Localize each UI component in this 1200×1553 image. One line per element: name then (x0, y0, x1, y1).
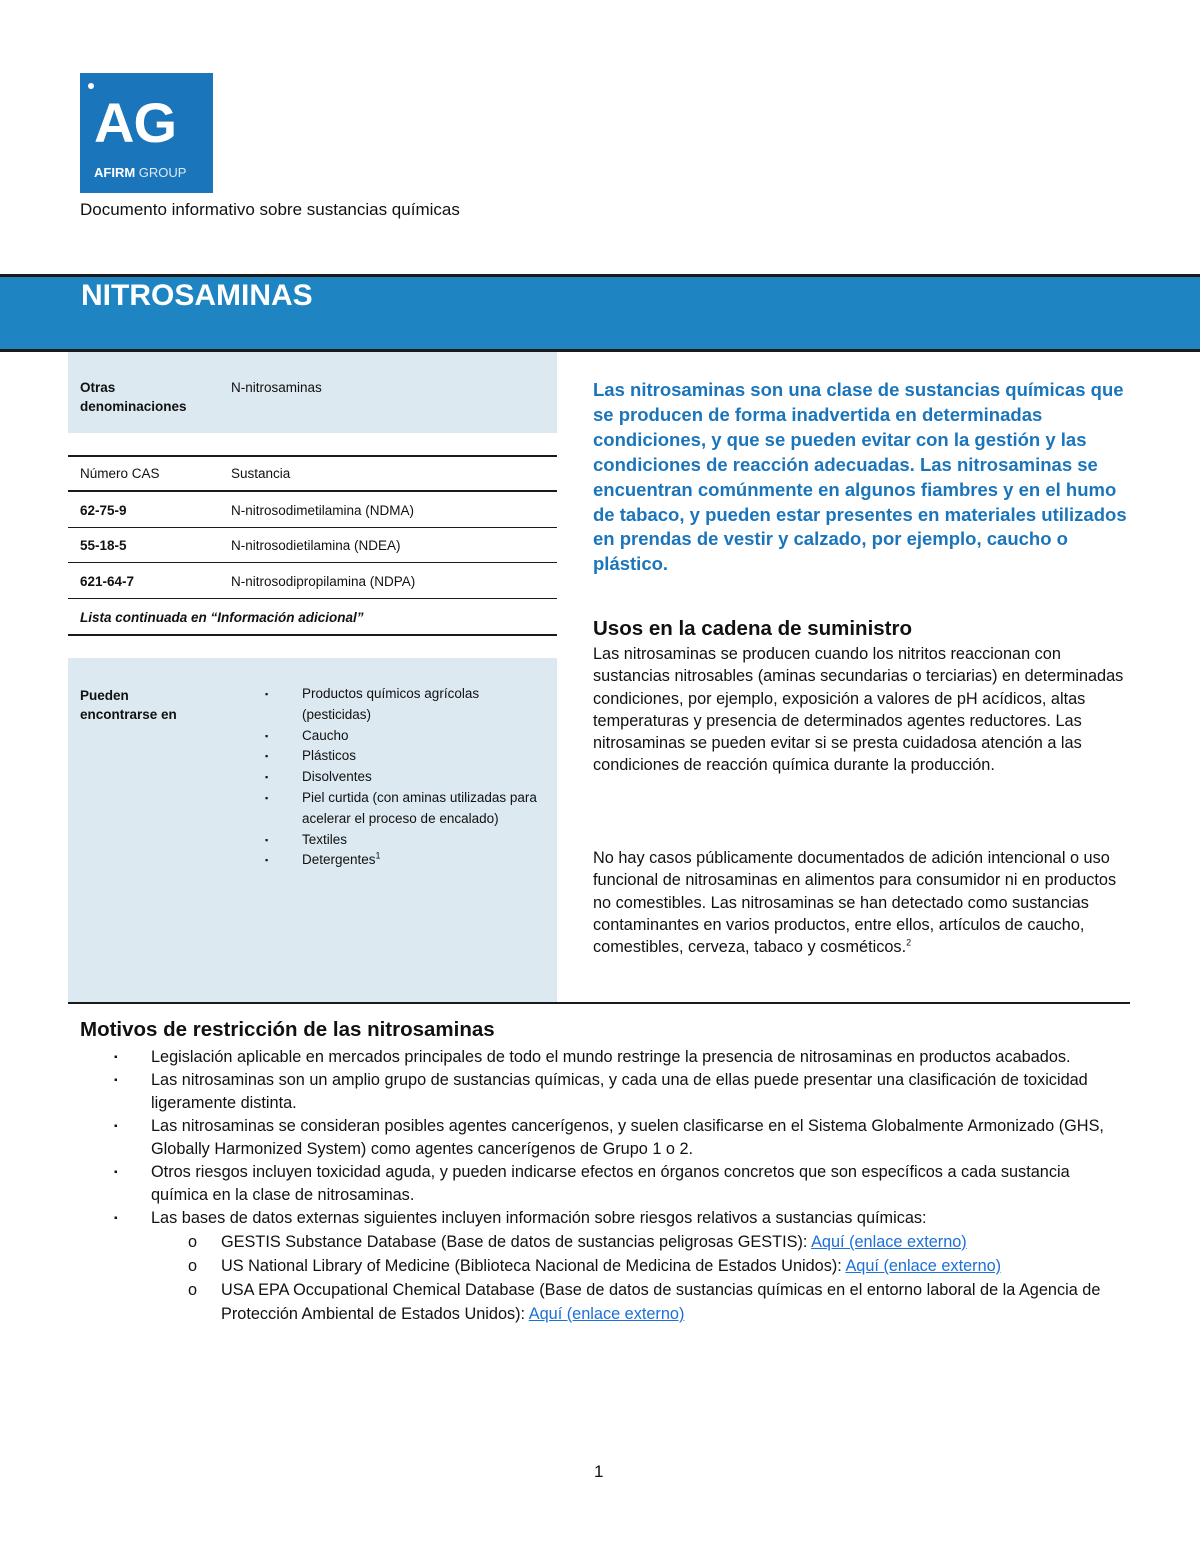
footnote-mark: 1 (375, 850, 381, 861)
supply-chain-paragraph-2 (593, 847, 1133, 958)
other-names-label-line1: Otras (80, 380, 116, 395)
list-item-text: Detergentes (302, 852, 376, 868)
list-item: ▪ Otros riesgos incluyen toxicidad aguda, y pueden indicarse efectos en órganos concretos que son específicos a cada sustancia química en la clase de nitrosaminas. (114, 1161, 1124, 1207)
found-in-label (80, 686, 177, 724)
list-item: ▪ Plásticos (265, 746, 550, 767)
sub-bullet-marker: o (188, 1281, 198, 1299)
list-item: ▪ Textiles (265, 830, 550, 851)
list-item: ▪ Disolventes (265, 767, 550, 788)
database-item (151, 1278, 1124, 1326)
table-row-cas: 55-18-5 (80, 538, 127, 553)
database-item (151, 1254, 1124, 1278)
table-row-rule (68, 562, 557, 563)
logo-brand-light: GROUP (138, 165, 187, 180)
list-item: ▪ Legislación aplicable en mercados principales de todo el mundo restringe la presencia de nitrosaminas en productos acabados. (114, 1046, 1124, 1069)
restriction-list (114, 1046, 1124, 1326)
database-text: USA EPA Occupational Chemical Database (Base de datos de sustancias químicas en el entorno laboral de la Agencia de Protección Ambiental de Estados Unidos): (221, 1281, 1101, 1323)
found-in-list (265, 684, 550, 871)
list-item (114, 1207, 1124, 1326)
database-list (151, 1230, 1124, 1326)
restriction-heading: Motivos de restricción de las nitrosaminas (80, 1018, 495, 1041)
table-header-cas: Número CAS (80, 466, 160, 481)
intro-summary: Las nitrosaminas son una clase de sustancias químicas que se producen de forma inadvertida en determinadas condiciones, y que se pueden evitar con la gestión y las condiciones de reacción adecuadas. Las nitrosaminas se encuentran comúnmente en algunos fiambres y en el humo de tabaco, y pueden estar presentes en materiales utilizados en prendas de vestir y calzado, por ejemplo, caucho o plástico. (593, 379, 1127, 575)
sub-bullet-marker: o (188, 1257, 198, 1275)
found-in-label-line1: Pueden (80, 688, 129, 703)
table-row-cas: 621-64-7 (80, 574, 135, 589)
other-names-label (80, 378, 187, 416)
logo-brand-bold: AFIRM (94, 165, 136, 180)
table-header-rule (68, 490, 557, 492)
other-names-label-line2: denominaciones (80, 399, 187, 414)
epa-link[interactable]: Aquí (enlace externo) (528, 1305, 685, 1323)
list-item: ▪ Piel curtida (con aminas utilizadas para acelerar el proceso de encalado) (265, 788, 550, 830)
list-item-text: Las bases de datos externas siguientes incluyen información sobre riesgos relativos a sustancias químicas: (151, 1209, 927, 1227)
logo-dot (88, 83, 94, 89)
logo-mark: AG (94, 91, 176, 154)
list-item (265, 850, 550, 871)
table-continuation-note: Lista continuada en “Información adicional” (80, 610, 364, 625)
logo-brand (94, 166, 186, 179)
document-type-label: Documento informativo sobre sustancias químicas (80, 200, 460, 219)
footnote-mark: 2 (906, 937, 912, 948)
database-text: GESTIS Substance Database (Base de datos de sustancias peligrosas GESTIS): (221, 1233, 812, 1251)
table-row-substance: N-nitrosodipropilamina (NDPA) (231, 574, 416, 589)
supply-chain-paragraph-1: Las nitrosaminas se producen cuando los nitritos reaccionan con sustancias nitrosables (aminas secundarias o terciarias) en determinadas condiciones, por ejemplo, exposición a valores de pH acídicos, altas temperaturas y presencia de determinados agentes reductores. Las nitrosaminas se pueden evitar si se presta cuidadosa atención a las condiciones de reacción química durante la producción. (593, 645, 1124, 775)
table-header-substance: Sustancia (231, 466, 291, 481)
supply-chain-heading: Usos en la cadena de suministro (593, 617, 912, 640)
gestis-link[interactable]: Aquí (enlace externo) (811, 1233, 967, 1251)
list-item: ▪ Caucho (265, 726, 550, 747)
table-row-rule (68, 598, 557, 599)
sub-bullet-marker: o (188, 1233, 198, 1251)
page-title: NITROSAMINAS (81, 279, 313, 312)
section-divider (68, 1002, 1130, 1004)
list-item: ▪ Las nitrosaminas se consideran posibles agentes cancerígenos, y suelen clasificarse en el Sistema Globalmente Armonizado (GHS, Globally Harmonized System) como agentes cancerígenos de Grupo 1 o 2. (114, 1115, 1124, 1161)
database-text: US National Library of Medicine (Biblioteca Nacional de Medicina de Estados Unidos): (221, 1257, 846, 1275)
database-item (151, 1230, 1124, 1254)
page-number: 1 (594, 1462, 604, 1481)
table-bottom-rule (68, 634, 557, 636)
supply-chain-paragraph-2-text: No hay casos públicamente documentados de adición intencional o uso funcional de nitrosaminas en alimentos para consumidor ni en productos no comestibles. Las nitrosaminas se han detectado como sustancias contaminantes en varios productos, entre ellos, artículos de caucho, comestibles, cerveza, tabaco y cosméticos. (593, 849, 1117, 957)
list-item: ▪ Las nitrosaminas son un amplio grupo de sustancias químicas, y cada una de ellas puede presentar una clasificación de toxicidad ligeramente distinta. (114, 1069, 1124, 1115)
table-top-rule (68, 455, 557, 457)
table-row-cas: 62-75-9 (80, 503, 127, 518)
table-row-substance: N-nitrosodietilamina (NDEA) (231, 538, 401, 553)
nlm-link[interactable]: Aquí (enlace externo) (845, 1257, 1002, 1275)
list-item: ▪ Productos químicos agrícolas (pesticidas) (265, 684, 550, 726)
other-names-value: N-nitrosaminas (231, 380, 322, 395)
table-row-substance: N-nitrosodimetilamina (NDMA) (231, 503, 415, 518)
table-row-rule (68, 527, 557, 528)
found-in-label-line2: encontrarse en (80, 707, 177, 722)
afirm-logo (80, 73, 213, 193)
